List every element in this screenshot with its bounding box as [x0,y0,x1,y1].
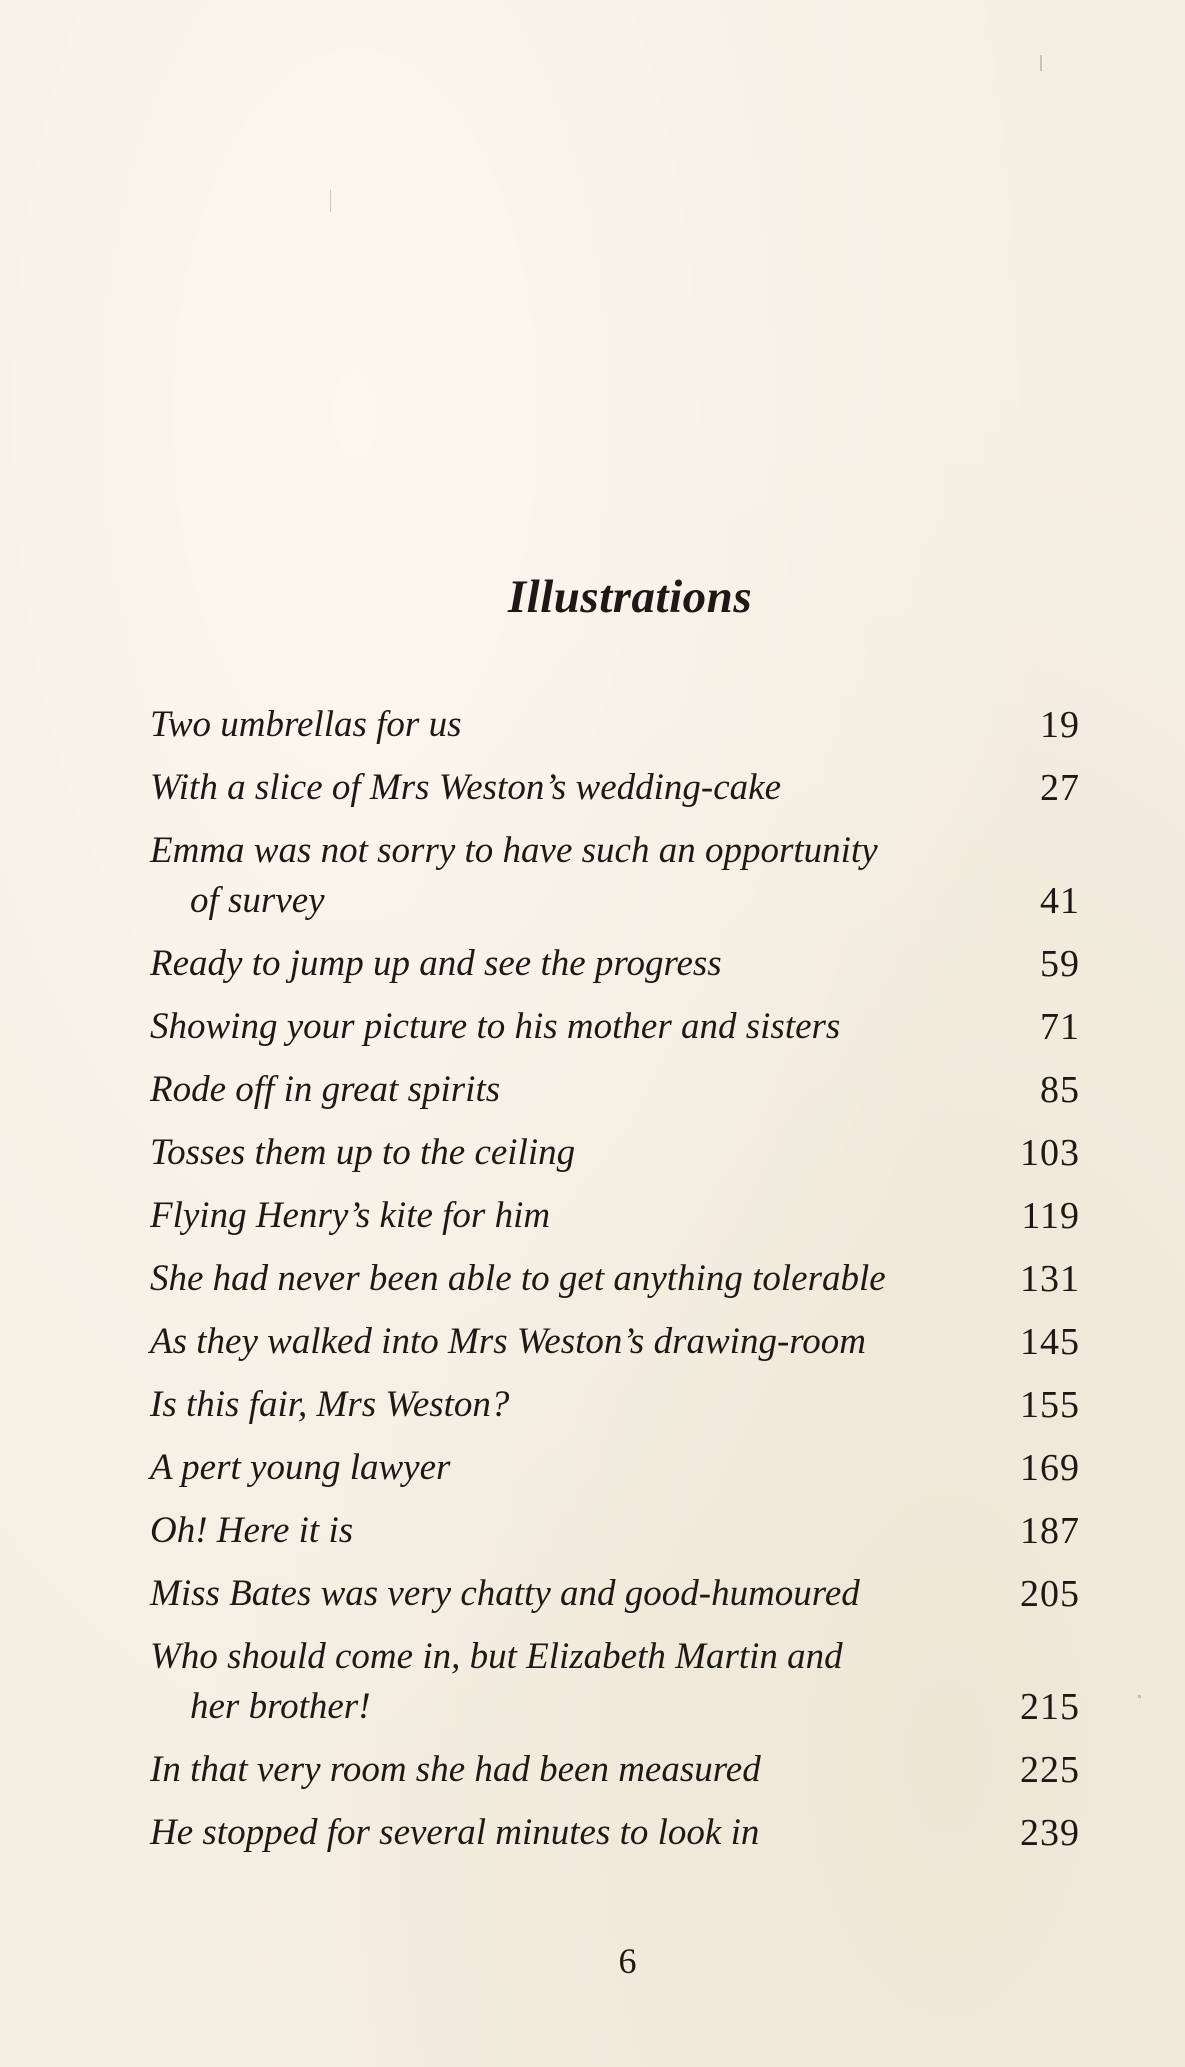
entry-caption [150,763,990,813]
entry-page-number: 27 [1040,767,1080,809]
entry-caption [150,939,990,989]
entry-caption [150,700,990,750]
entry-caption [150,1632,990,1732]
entry-caption-line: Flying Henry’s kite for him [150,1195,551,1236]
list-item [150,1506,1080,1556]
entry-caption [150,1380,990,1430]
page-number: 6 [618,1941,637,1981]
entry-caption-line: In that very room she had been measured [150,1749,761,1790]
list-item [150,1443,1080,1493]
entry-caption [150,1128,990,1178]
entry-page-number: 205 [1020,1573,1080,1615]
list-item [150,1745,1080,1795]
entry-caption-line: Tosses them up to the ceiling [150,1132,576,1173]
entry-caption-line: Who should come in, but Elizabeth Martin and [150,1636,843,1677]
entry-page-number: 131 [1020,1258,1080,1300]
list-item [150,1065,1080,1115]
entry-caption [150,1065,990,1115]
entry-caption [150,1317,990,1367]
entry-caption-line: Showing your picture to his mother and sisters [150,1006,841,1047]
entry-page-number: 155 [1020,1384,1080,1426]
entry-caption [150,1443,990,1493]
entry-page-number: 169 [1020,1447,1080,1489]
list-item [150,939,1080,989]
entry-caption-line: She had never been able to get anything tolerable [150,1258,886,1299]
entry-caption [150,1808,990,1858]
entry-page-number: 145 [1020,1321,1080,1363]
entry-page-number: 119 [1021,1195,1080,1237]
entry-caption [150,1506,990,1556]
entry-caption-line: Emma was not sorry to have such an opportunity [150,830,878,871]
entry-caption-line: A pert young lawyer [150,1447,451,1488]
page-title: Illustrations [507,571,753,624]
list-item [150,1569,1080,1619]
entry-caption-continuation: of survey [190,880,325,921]
list-item [150,1002,1080,1052]
entry-caption-continuation: her brother! [190,1686,371,1727]
entry-caption [150,1569,990,1619]
list-item [150,763,1080,813]
entry-page-number: 187 [1020,1510,1080,1552]
entry-caption-line: Rode off in great spirits [150,1069,501,1110]
entry-page-number: 41 [1040,880,1080,922]
entry-page-number: 19 [1040,704,1080,746]
entry-page-number: 71 [1040,1006,1080,1048]
paper-speck [1040,55,1042,71]
entry-caption [150,1254,990,1304]
entry-caption-line: Ready to jump up and see the progress [150,943,722,984]
list-item [150,1808,1080,1858]
list-item [150,826,1080,926]
entry-caption-line: As they walked into Mrs Weston’s drawing-room [150,1321,867,1362]
list-item [150,1254,1080,1304]
entry-caption-line: He stopped for several minutes to look in [150,1812,760,1853]
list-item [150,700,1080,750]
entry-caption-line: With a slice of Mrs Weston’s wedding-cake [150,767,781,808]
list-item [150,1380,1080,1430]
entry-caption-line: Is this fair, Mrs Weston? [150,1384,510,1425]
list-item [150,1128,1080,1178]
entry-caption-line: Oh! Here it is [150,1510,354,1551]
entry-page-number: 239 [1020,1812,1080,1854]
paper-speck [330,190,331,212]
paper-speck [1138,1695,1141,1698]
entry-page-number: 215 [1020,1686,1080,1728]
entry-caption-line: Miss Bates was very chatty and good-humoured [150,1573,860,1614]
entry-caption [150,1745,990,1795]
entry-page-number: 225 [1020,1749,1080,1791]
entry-caption [150,826,990,926]
entry-page-number: 103 [1020,1132,1080,1174]
entry-caption [150,1191,990,1241]
entry-page-number: 59 [1040,943,1080,985]
entry-caption [150,1002,990,1052]
entry-page-number: 85 [1040,1069,1080,1111]
list-item [150,1632,1080,1732]
list-item [150,1317,1080,1367]
illustrations-list [150,700,1080,1871]
list-item [150,1191,1080,1241]
entry-caption-line: Two umbrellas for us [150,704,462,745]
